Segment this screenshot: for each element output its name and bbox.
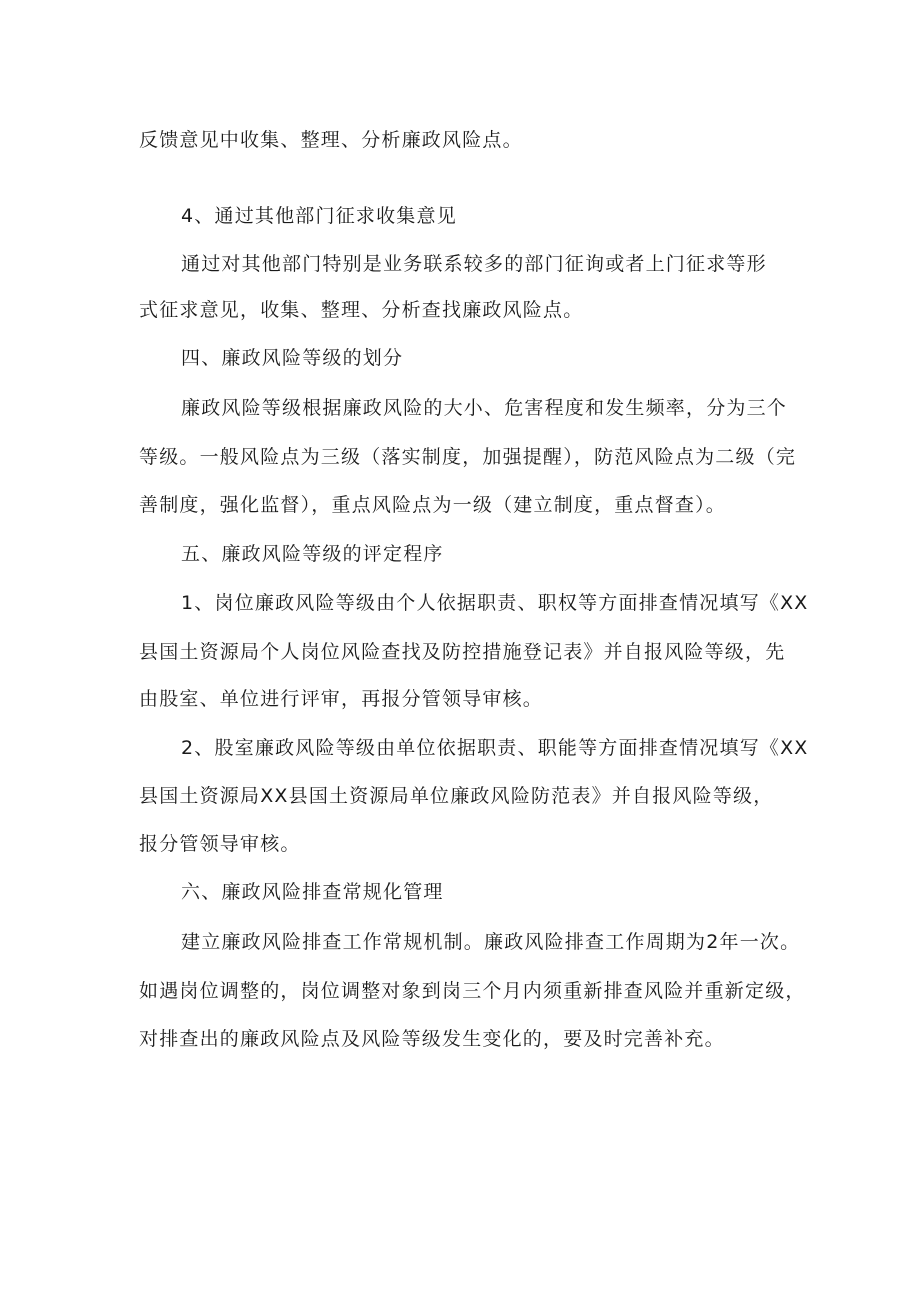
paragraph-line: 对排查出的廉政风险点及风险等级发生变化的，要及时完善补充。: [139, 1028, 725, 1050]
paragraph-line: 反馈意见中收集、整理、分析廉政风险点。: [139, 129, 523, 151]
paragraph-line: 善制度，强化监督），重点风险点为一级（建立制度，重点督查）。: [139, 494, 727, 516]
paragraph-line: 廉政风险等级根据廉政风险的大小、危害程度和发生频率，分为三个: [181, 397, 788, 419]
section-heading: 四、廉政风险等级的划分: [181, 347, 404, 369]
paragraph-line: 1、岗位廉政风险等级由个人依据职责、职权等方面排查情况填写《XX: [181, 592, 809, 614]
paragraph-line: 建立廉政风险排查工作常规机制。廉政风险排查工作周期为2年一次。: [181, 931, 801, 953]
paragraph-line: 2、股室廉政风险等级由单位依据职责、职能等方面排查情况填写《XX: [181, 737, 809, 759]
paragraph-line: 由股室、单位进行评审，再报分管领导审核。: [139, 688, 544, 710]
paragraph-line: 如遇岗位调整的，岗位调整对象到岗三个月内须重新排查风险并重新定级，: [139, 980, 806, 1002]
paragraph-line: 等级。一般风险点为三级（落实制度，加强提醒），防范风险点为二级（完: [139, 446, 797, 468]
paragraph-line: 式征求意见，收集、整理、分析查找廉政风险点。: [139, 299, 584, 321]
paragraph-line: 县国土资源局个人岗位风险查找及防控措施登记表》并自报风险等级，先: [139, 641, 786, 663]
paragraph-line: 通过对其他部门特别是业务联系较多的部门征询或者上门征求等形: [181, 253, 767, 275]
paragraph-line: 县国土资源局XX县国土资源局单位廉政风险防范表》并自报风险等级，: [139, 785, 774, 807]
paragraph-line: 报分管领导审核。: [139, 833, 301, 855]
section-heading: 六、廉政风险排查常规化管理: [181, 881, 444, 903]
subsection-heading: 4、通过其他部门征求收集意见: [181, 205, 457, 227]
section-heading: 五、廉政风险等级的评定程序: [181, 543, 444, 565]
